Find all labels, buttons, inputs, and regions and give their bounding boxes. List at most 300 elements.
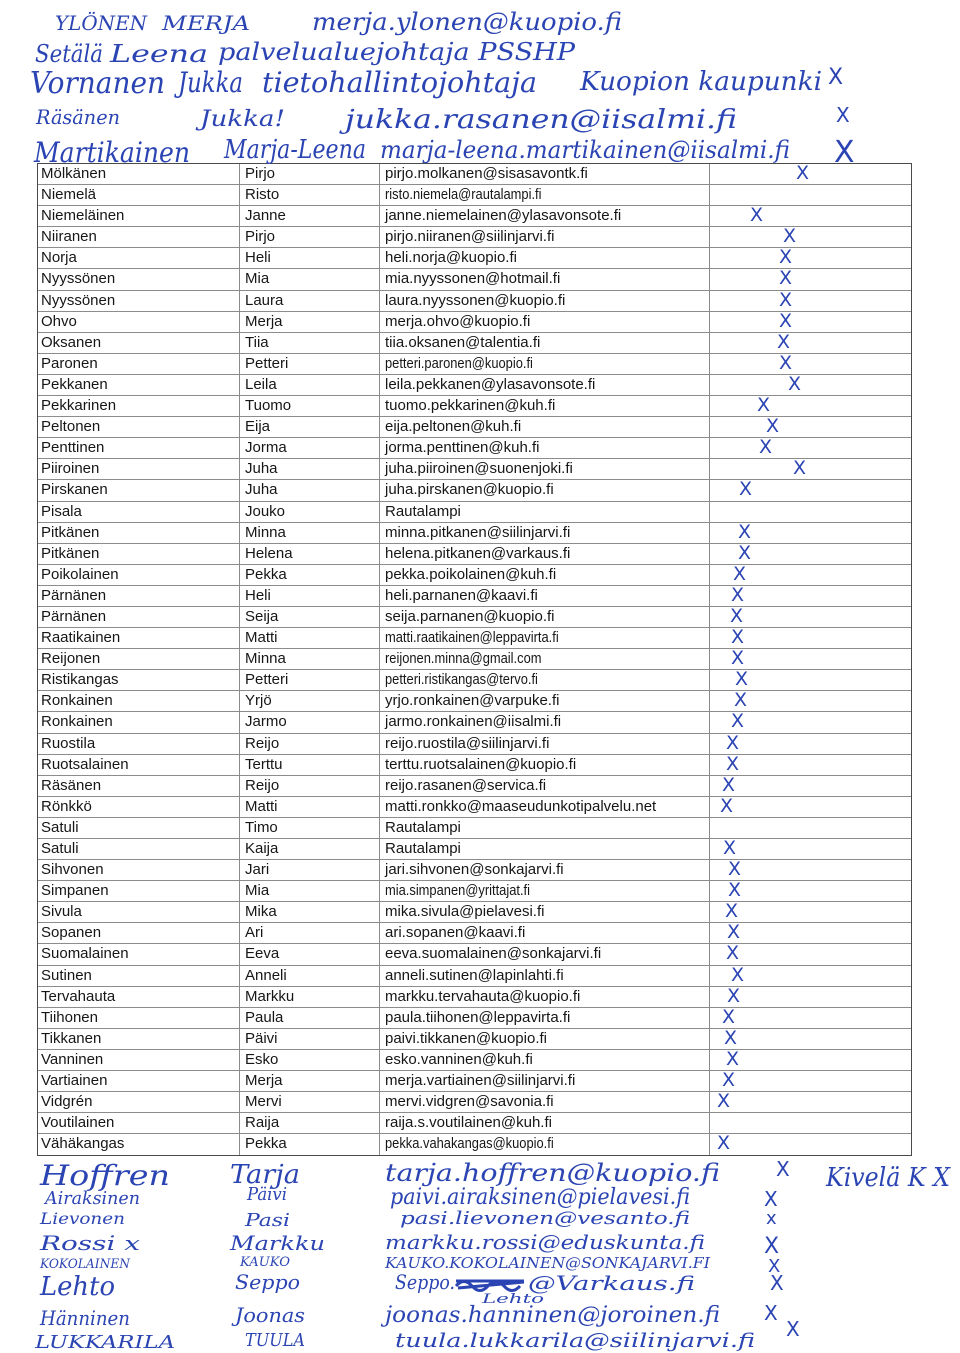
last-name-cell xyxy=(38,712,240,732)
last-name-text: Niemelä xyxy=(41,186,97,204)
first-name-cell xyxy=(240,902,380,922)
handwritten-last-name: KOKOLAINEN xyxy=(39,1257,131,1272)
email-text: paivi.tikkanen@kuopio.fi xyxy=(385,1029,547,1047)
check-cell xyxy=(710,628,911,648)
handwritten-correction: Lehto xyxy=(480,1292,545,1307)
check-cell xyxy=(710,438,911,458)
check-cell xyxy=(710,164,911,184)
last-name-text: Voutilainen xyxy=(41,1114,115,1132)
check-mark: X xyxy=(766,415,780,438)
email-cell xyxy=(380,881,710,901)
handwritten-last-name: Vornanen xyxy=(30,66,165,101)
email-cell xyxy=(380,1071,710,1091)
first-name-cell xyxy=(240,607,380,627)
email-cell xyxy=(380,902,710,922)
email-text: markku.tervahauta@kuopio.fi xyxy=(385,987,581,1005)
check-mark: X xyxy=(779,267,793,290)
handwritten-first-name: Jukka! xyxy=(195,107,285,132)
email-cell xyxy=(380,1050,710,1070)
check-mark: X xyxy=(759,436,773,459)
check-mark: X xyxy=(779,246,793,269)
first-name-text: Heli xyxy=(245,586,271,604)
check-mark: X xyxy=(728,858,742,881)
last-name-text: Satuli xyxy=(41,840,79,857)
email-cell xyxy=(380,628,710,648)
check-cell xyxy=(710,1026,911,1049)
email-text: petteri.paronen@kuopio.fi xyxy=(385,354,533,372)
last-name-cell xyxy=(38,502,240,522)
last-name-cell xyxy=(38,607,240,627)
check-cell xyxy=(710,372,911,395)
table-row xyxy=(38,944,911,965)
first-name-cell xyxy=(240,565,380,585)
first-name-cell xyxy=(240,628,380,648)
first-name-cell xyxy=(240,269,380,289)
first-name-cell xyxy=(240,755,380,775)
check-mark: X xyxy=(723,837,737,859)
table-row xyxy=(38,712,911,733)
table-row xyxy=(38,902,911,923)
check-mark: X xyxy=(734,689,748,712)
last-name-text: Ronkainen xyxy=(41,692,113,710)
email-text: Rautalampi xyxy=(385,502,461,520)
table-row xyxy=(38,583,911,607)
last-name-text: Penttinen xyxy=(41,439,105,457)
handwritten-check-mark: X xyxy=(828,65,844,90)
email-text: raija.s.voutilainen@kuh.fi xyxy=(385,1114,552,1132)
first-name-cell xyxy=(240,860,380,880)
last-name-text: Niemeläinen xyxy=(41,207,125,225)
check-cell xyxy=(710,752,911,775)
last-name-cell xyxy=(38,248,240,268)
last-name-cell xyxy=(38,185,240,205)
first-name-text: Esko xyxy=(245,1050,279,1068)
handwritten-first-name: Jukka xyxy=(173,66,243,99)
email-cell xyxy=(380,860,710,880)
first-name-cell xyxy=(240,966,380,986)
email-cell xyxy=(380,755,710,775)
handwritten-last-name: Martikainen xyxy=(33,136,191,169)
email-text: Rautalampi xyxy=(385,818,461,836)
table-row xyxy=(38,502,911,523)
table-row xyxy=(38,372,911,396)
table-row xyxy=(38,1092,911,1113)
email-text: jorma.penttinen@kuh.fi xyxy=(385,439,540,457)
check-cell xyxy=(710,649,911,669)
handwritten-last-name: LUKKARILA xyxy=(33,1332,175,1353)
check-cell xyxy=(710,185,911,205)
email-text: merja.vartiainen@siilinjarvi.fi xyxy=(385,1072,576,1090)
check-mark: X xyxy=(738,520,752,543)
first-name-cell xyxy=(240,1008,380,1028)
check-mark: X xyxy=(796,162,810,184)
last-name-text: Ristikangas xyxy=(41,671,119,689)
first-name-text: Paula xyxy=(245,1008,284,1026)
email-text: merja.ohvo@kuopio.fi xyxy=(385,312,531,330)
first-name-text: Pekka xyxy=(245,1135,287,1153)
email-cell xyxy=(380,248,710,268)
table-row xyxy=(38,794,911,818)
handwritten-check-mark: X xyxy=(768,1256,781,1277)
last-name-text: Räsänen xyxy=(41,776,102,794)
table-row xyxy=(38,164,911,185)
first-name-text: Eeva xyxy=(245,945,280,963)
handwritten-email: joonas.hanninen@joroinen.fi xyxy=(379,1303,720,1328)
email-text: reijonen.minna@gmail.com xyxy=(385,650,542,668)
handwritten-email-end: @Varkaus.fi xyxy=(528,1271,695,1295)
check-cell xyxy=(710,520,911,543)
handwritten-check-mark: X xyxy=(776,1157,790,1181)
table-row xyxy=(38,923,911,944)
first-name-cell xyxy=(240,839,380,859)
first-name-cell xyxy=(240,734,380,754)
handwritten-first-name: Markku xyxy=(228,1231,325,1255)
email-text: pirjo.molkanen@sisasavontk.fi xyxy=(385,165,588,182)
last-name-text: Pitkänen xyxy=(41,544,100,562)
first-name-cell xyxy=(240,670,380,690)
check-mark: X xyxy=(731,583,745,606)
check-mark: X xyxy=(726,752,740,775)
email-text: yrjo.ronkainen@varpuke.fi xyxy=(385,692,560,710)
email-text: petteri.ristikangas@tervo.fi xyxy=(385,671,538,689)
first-name-cell xyxy=(240,923,380,943)
check-cell xyxy=(710,691,911,711)
first-name-text: Ari xyxy=(245,924,264,942)
check-cell xyxy=(710,206,911,226)
table-row xyxy=(38,963,911,987)
table-row xyxy=(38,691,911,712)
check-cell xyxy=(710,227,911,247)
handwritten-first-name: Pasi xyxy=(243,1210,290,1231)
last-name-text: Norja xyxy=(41,249,77,267)
check-cell xyxy=(710,923,911,943)
email-cell xyxy=(380,691,710,711)
table-row xyxy=(38,562,911,586)
check-mark: X xyxy=(720,794,734,817)
email-cell xyxy=(380,649,710,669)
first-name-text: Päivi xyxy=(245,1029,278,1047)
email-text: tiia.oksanen@talentia.fi xyxy=(385,333,541,351)
email-text: seija.parnanen@kuopio.fi xyxy=(385,607,555,625)
last-name-cell xyxy=(38,1071,240,1091)
email-text: reijo.ruostila@siilinjarvi.fi xyxy=(385,734,550,752)
first-name-cell xyxy=(240,1029,380,1049)
check-mark: X xyxy=(727,984,741,1007)
first-name-text: Risto xyxy=(245,186,280,204)
check-cell xyxy=(710,839,911,859)
last-name-cell xyxy=(38,291,240,311)
check-mark: X xyxy=(779,288,793,311)
check-cell xyxy=(710,712,911,732)
table-row xyxy=(38,480,911,501)
handwritten-first-name: Tarja xyxy=(230,1160,300,1190)
email-text: leila.pekkanen@ylasavonsote.fi xyxy=(385,375,596,393)
check-cell xyxy=(710,670,911,690)
check-cell xyxy=(710,502,911,522)
handwritten-first-name: Leena xyxy=(108,40,208,68)
handwritten-check-mark: X xyxy=(786,1317,800,1341)
check-cell xyxy=(710,944,911,964)
last-name-cell xyxy=(38,1050,240,1070)
email-cell xyxy=(380,312,710,332)
last-name-cell xyxy=(38,523,240,543)
table-row xyxy=(38,438,911,459)
check-mark: X xyxy=(724,1026,738,1049)
handwritten-first-name: Joonas xyxy=(230,1303,305,1327)
first-name-text: Mervi xyxy=(245,1093,282,1111)
first-name-text: Jouko xyxy=(245,502,286,520)
first-name-cell xyxy=(240,502,380,522)
last-name-text: Piiroinen xyxy=(41,460,100,478)
email-cell xyxy=(380,206,710,226)
check-mark: X xyxy=(728,879,742,902)
check-cell xyxy=(710,583,911,606)
table-row xyxy=(38,1026,911,1050)
last-name-text: Pirskanen xyxy=(41,481,108,499)
handwritten-check-mark: X xyxy=(764,1234,780,1259)
check-cell xyxy=(710,902,911,922)
last-name-text: Tikkanen xyxy=(41,1029,102,1047)
email-cell xyxy=(380,333,710,353)
check-mark: X xyxy=(793,457,807,480)
handwritten-email: jukka.rasanen@iisalmi.fi xyxy=(338,105,737,135)
last-name-cell xyxy=(38,818,240,838)
check-cell xyxy=(710,330,911,353)
last-name-cell xyxy=(38,375,240,395)
last-name-text: Pekkarinen xyxy=(41,397,117,415)
email-text: ari.sopanen@kaavi.fi xyxy=(385,924,526,942)
last-name-cell xyxy=(38,860,240,880)
last-name-cell xyxy=(38,438,240,458)
first-name-cell xyxy=(240,1071,380,1091)
email-cell xyxy=(380,227,710,247)
check-cell xyxy=(710,1092,911,1112)
table-row xyxy=(38,984,911,1008)
last-name-cell xyxy=(38,1134,240,1155)
email-cell xyxy=(380,1092,710,1112)
first-name-text: Pirjo xyxy=(245,165,276,182)
handwritten-first-name: Päivi xyxy=(246,1184,287,1205)
first-name-cell xyxy=(240,881,380,901)
handwritten-last-name: Setälä xyxy=(35,40,103,68)
first-name-text: Mia xyxy=(245,270,270,288)
handwritten-email: tarja.hoffren@kuopio.fi xyxy=(385,1159,720,1187)
handwritten-first-name: KAUKO xyxy=(238,1255,291,1270)
email-text: pekka.vahakangas@kuopio.fi xyxy=(385,1135,554,1153)
last-name-cell xyxy=(38,544,240,564)
email-text: pirjo.niiranen@siilinjarvi.fi xyxy=(385,228,555,246)
table-row xyxy=(38,248,911,269)
first-name-text: Anneli xyxy=(245,966,287,984)
first-name-text: Markku xyxy=(245,987,295,1005)
last-name-cell xyxy=(38,227,240,247)
email-cell xyxy=(380,670,710,690)
first-name-text: Timo xyxy=(245,818,278,836)
handwritten-title: palvelualuejohtaja PSSHP xyxy=(218,38,576,66)
email-text: tuomo.pekkarinen@kuh.fi xyxy=(385,397,556,415)
first-name-text: Petteri xyxy=(245,671,289,689)
last-name-text: Sopanen xyxy=(41,924,102,942)
table-row xyxy=(38,520,911,544)
last-name-text: Tervahauta xyxy=(41,987,116,1005)
check-cell xyxy=(710,860,911,880)
last-name-text: Vanninen xyxy=(41,1050,104,1068)
last-name-text: Ruotsalainen xyxy=(41,755,129,773)
email-cell xyxy=(380,586,710,606)
first-name-text: Mia xyxy=(245,882,270,900)
last-name-text: Oksanen xyxy=(41,333,102,351)
email-cell xyxy=(380,1113,710,1133)
check-cell xyxy=(710,562,911,585)
check-mark: X xyxy=(731,963,745,986)
table-row xyxy=(38,396,911,417)
first-name-cell xyxy=(240,649,380,669)
first-name-text: Tuomo xyxy=(245,397,292,415)
handwritten-first-name: Seppo xyxy=(235,1270,300,1294)
first-name-text: Merja xyxy=(245,1072,283,1090)
email-cell xyxy=(380,523,710,543)
first-name-text: Juha xyxy=(245,460,278,478)
first-name-text: Matti xyxy=(245,797,278,815)
handwritten-email: pasi.lievonen@vesanto.fi xyxy=(400,1208,690,1229)
last-name-text: Pisala xyxy=(41,502,82,520)
first-name-cell xyxy=(240,185,380,205)
scribble-strikeout xyxy=(456,1281,524,1291)
email-text: juha.piiroinen@suonenjoki.fi xyxy=(385,460,573,478)
first-name-text: Merja xyxy=(245,312,283,330)
first-name-cell xyxy=(240,818,380,838)
handwritten-last-name: Rossi x xyxy=(38,1231,140,1255)
email-cell xyxy=(380,417,710,437)
first-name-text: Heli xyxy=(245,249,271,267)
last-name-cell xyxy=(38,1008,240,1028)
first-name-text: Reijo xyxy=(245,776,280,794)
email-cell xyxy=(380,480,710,500)
email-cell xyxy=(380,459,710,479)
handwritten-side-note: Kivelä K X xyxy=(825,1163,952,1193)
email-cell xyxy=(380,776,710,796)
table-row xyxy=(38,269,911,290)
last-name-text: Pärnänen xyxy=(41,586,107,604)
handwritten-check-mark: X xyxy=(764,1301,778,1325)
first-name-cell xyxy=(240,1113,380,1133)
first-name-cell xyxy=(240,586,380,606)
last-name-text: Pekkanen xyxy=(41,375,108,393)
email-cell xyxy=(380,502,710,522)
last-name-cell xyxy=(38,565,240,585)
email-text: paula.tiihonen@leppavirta.fi xyxy=(385,1008,571,1026)
check-cell xyxy=(710,1047,911,1070)
check-cell xyxy=(710,288,911,311)
email-text: heli.parnanen@kaavi.fi xyxy=(385,586,538,604)
email-text: helena.pitkanen@varkaus.fi xyxy=(385,544,571,562)
table-row xyxy=(38,309,911,333)
check-mark: X xyxy=(757,394,771,417)
email-cell xyxy=(380,1029,710,1049)
email-cell xyxy=(380,291,710,311)
first-name-text: Helena xyxy=(245,544,293,562)
email-text: mika.sivula@pielavesi.fi xyxy=(385,903,545,921)
check-cell xyxy=(710,351,911,374)
last-name-text: Sutinen xyxy=(41,966,92,984)
handwritten-last-name: Lievonen xyxy=(38,1209,126,1228)
email-text: reijo.rasanen@servica.fi xyxy=(385,776,547,794)
check-mark: X xyxy=(726,1047,740,1070)
last-name-text: Pitkänen xyxy=(41,523,100,541)
check-mark: X xyxy=(725,900,739,923)
last-name-cell xyxy=(38,944,240,964)
email-cell xyxy=(380,923,710,943)
email-cell xyxy=(380,375,710,395)
handwritten-check-mark: X xyxy=(764,1187,778,1211)
table-row xyxy=(38,1071,911,1092)
check-cell xyxy=(710,396,911,416)
first-name-cell xyxy=(240,375,380,395)
handwritten-email: tuula.lukkarila@siilinjarvi.fi xyxy=(395,1328,755,1352)
handwritten-email: markku.rossi@eduskunta.fi xyxy=(385,1230,705,1254)
email-text: janne.niemelainen@ylasavonsote.fi xyxy=(385,207,622,225)
email-cell xyxy=(380,797,710,817)
last-name-text: Ruostila xyxy=(41,734,96,752)
handwritten-last-name: Hoffren xyxy=(38,1159,171,1192)
table-row xyxy=(38,731,911,755)
email-text: esko.vanninen@kuh.fi xyxy=(385,1050,533,1068)
first-name-cell xyxy=(240,438,380,458)
last-name-text: Satuli xyxy=(41,818,79,836)
handwritten-email: paivi.airaksinen@pielavesi.fi xyxy=(390,1185,690,1210)
first-name-text: Minna xyxy=(245,523,286,541)
handwritten-organization: Kuopion kaupunki xyxy=(578,67,822,97)
last-name-cell xyxy=(38,586,240,606)
first-name-cell xyxy=(240,480,380,500)
table-row xyxy=(38,773,911,797)
first-name-cell xyxy=(240,459,380,479)
table-row xyxy=(38,351,911,375)
check-mark: X xyxy=(730,604,744,627)
email-text: pekka.poikolainen@kuh.fi xyxy=(385,565,557,583)
email-cell xyxy=(380,607,710,627)
table-row xyxy=(38,628,911,649)
table-row xyxy=(38,330,911,354)
last-name-cell xyxy=(38,1113,240,1133)
last-name-text: Poikolainen xyxy=(41,565,119,583)
table-row xyxy=(38,649,911,670)
first-name-text: Eija xyxy=(245,418,271,436)
first-name-cell xyxy=(240,691,380,711)
last-name-cell xyxy=(38,269,240,289)
check-cell xyxy=(710,963,911,986)
last-name-text: Paronen xyxy=(41,354,98,372)
last-name-cell xyxy=(38,1092,240,1112)
email-cell xyxy=(380,269,710,289)
email-text: terttu.ruotsalainen@kuopio.fi xyxy=(385,755,577,773)
last-name-text: Raatikainen xyxy=(41,629,121,647)
handwritten-last-name: Airaksinen xyxy=(43,1188,140,1209)
check-mark: X xyxy=(788,372,802,395)
first-name-text: Minna xyxy=(245,650,286,668)
email-cell xyxy=(380,544,710,564)
first-name-text: Seija xyxy=(245,607,279,625)
table-row xyxy=(38,288,911,312)
email-text: matti.ronkko@maaseudunkotipalvelu.net xyxy=(385,797,657,815)
last-name-text: Tiihonen xyxy=(41,1008,98,1026)
check-mark: X xyxy=(726,942,740,965)
check-cell xyxy=(710,459,911,479)
last-name-cell xyxy=(38,691,240,711)
first-name-text: Jari xyxy=(245,861,270,879)
email-text: jarmo.ronkainen@iisalmi.fi xyxy=(385,713,562,731)
email-text: laura.nyyssonen@kuopio.fi xyxy=(385,291,566,309)
